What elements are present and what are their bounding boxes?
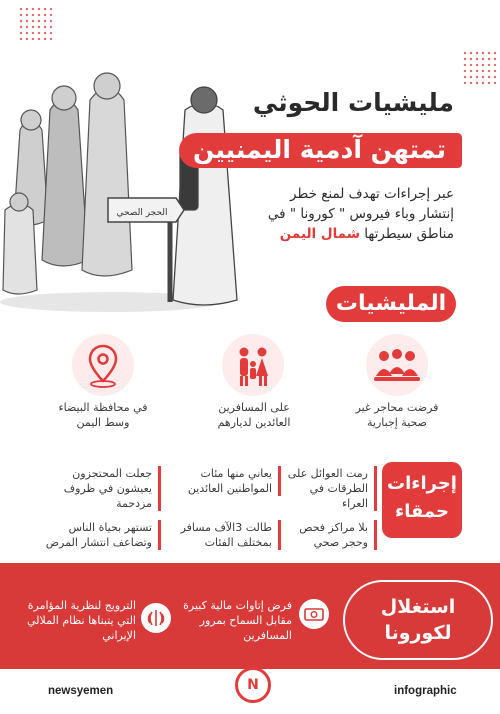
actions-heading: إجراءات حمقاء	[382, 462, 462, 538]
exploit-heading: استغلال لكورونا	[343, 580, 493, 660]
exploit-item-2: الترويج لنظرية المؤامرة التي يتبناها نظام الملالي الإيراني	[26, 599, 136, 642]
exploit-item-1: فرض إتاوات مالية كبيرة مقابل السماح بمرور المسافرين	[183, 599, 292, 642]
newsyemen-logo: N	[235, 667, 271, 703]
militias-item-1: فرضت محاجر غير صحية إجبارية	[355, 401, 439, 429]
militias-item-3: في محافظة البيضاء وسط اليمن	[58, 401, 148, 429]
family-icon	[222, 334, 284, 396]
militias-heading: المليشيات	[326, 286, 456, 322]
group-people-icon	[366, 334, 428, 396]
sign-text: الحجر الصحي	[116, 208, 168, 218]
action-item: يعاني منها مئات المواطنين العائدين	[166, 466, 281, 496]
decorative-dots	[462, 50, 496, 84]
action-item: بلا مراكز فحص وحجر صحي	[286, 520, 377, 550]
action-item: جعلت المحتجزون يعيشون في ظروف مزدحمة	[40, 466, 161, 511]
footer-brand: newsyemen	[48, 685, 114, 697]
intro-text: عبر إجراءات تهدف لمنع خطر إنتشار وباء فيروس " كورونا " في مناطق سيطرتها شمال اليمن	[267, 186, 454, 242]
footer-label: infographic	[394, 685, 457, 697]
action-item: طالت 3الآف مسافر بمختلف الفئات	[166, 520, 281, 550]
page-subtitle: تمتهن آدمية اليمنيين	[179, 133, 462, 168]
action-item: رمت العوائل على الطرقات في العراء	[286, 466, 377, 511]
location-pin-icon	[72, 334, 134, 396]
action-item: تستهر بحياة الناس وتضاعف انتشار المرض	[40, 520, 161, 550]
page-title: مليشيات الحوثي	[252, 88, 454, 117]
iran-emblem-icon	[140, 602, 172, 634]
money-icon	[298, 598, 330, 630]
highlight-region: شمال اليمن	[279, 226, 360, 242]
quarantine-illustration	[0, 40, 240, 320]
militias-item-2: على المسافرين العائدين لديارهم	[217, 401, 291, 429]
decorative-dots	[18, 6, 52, 40]
